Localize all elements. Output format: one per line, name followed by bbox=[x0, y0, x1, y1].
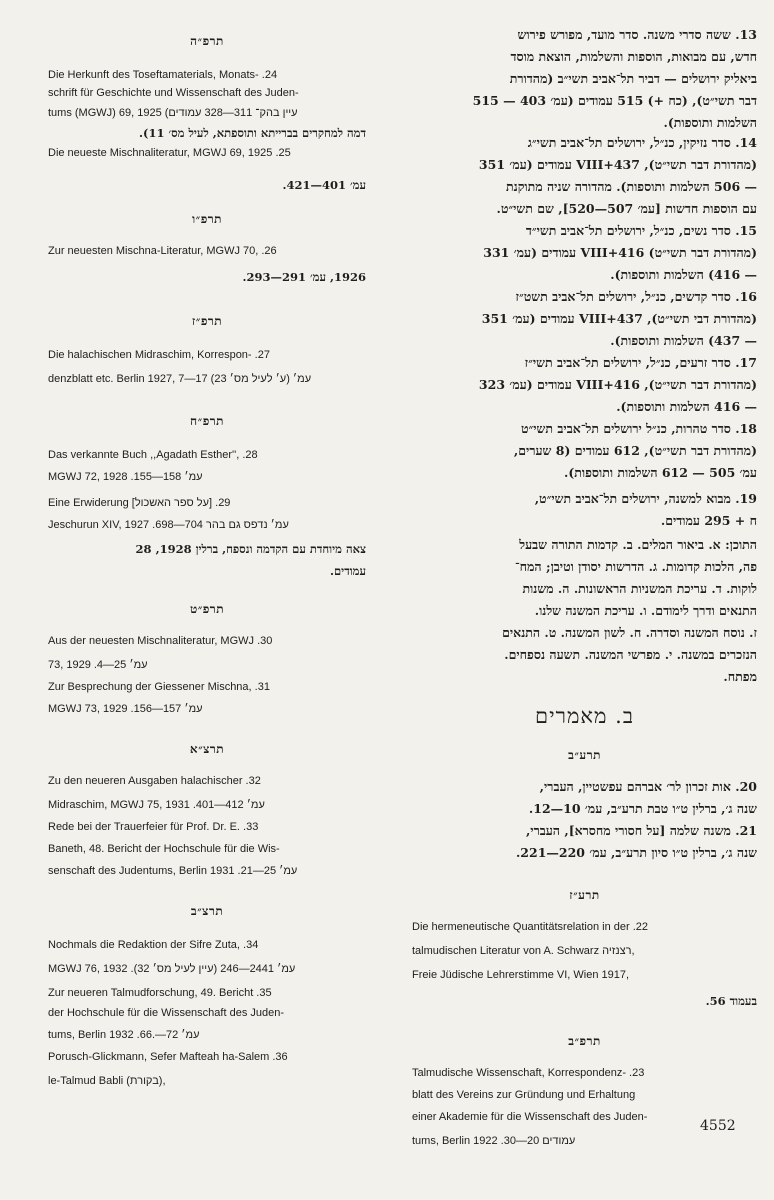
text-line: שנה ג׳, ברלין ט״ו טבת תרע״ב, עמ׳ 10—12. bbox=[528, 801, 757, 816]
year-heading: תרפ״ב bbox=[568, 1034, 601, 1048]
text-line: ח + 295 עמודים. bbox=[660, 513, 757, 528]
text-line: Midraschim, MGWJ 75, 1931 .401—412 עמ׳ bbox=[48, 799, 265, 811]
text-line: Talmudische Wissenschaft, Korrespondenz- .23 bbox=[412, 1067, 645, 1079]
text-line: MGWJ 72, 1928 .155—158 עמ׳ bbox=[48, 471, 203, 483]
year-heading: תרע״ז bbox=[569, 888, 600, 902]
text-line: 21. משנה שלמה [על חסורי מחסרא], העברי, bbox=[525, 823, 757, 838]
text-line: MGWJ 76, 1932 .עמ׳ 2441—246 (עיין לעיל מס׳ 32) bbox=[48, 963, 296, 975]
text-line: 20. אות זכרון לר׳ אברהם עפשטיין, העברי, bbox=[539, 779, 757, 794]
text-line: 73, 1929 .4—25 עמ׳ bbox=[48, 659, 148, 671]
text-line: השלמות ותוספות). bbox=[663, 115, 757, 130]
text-line: — 437) השלמות ותוספות). bbox=[610, 333, 757, 348]
text-line: Die Herkunft des Toseftamaterials, Monats- .24 bbox=[48, 69, 278, 81]
text-line: MGWJ 73, 1929 .156—157 עמ׳ bbox=[48, 703, 203, 715]
year-heading: תרפ״ז bbox=[191, 314, 223, 328]
text-line: einer Akademie für die Wissenschaft des Juden- bbox=[412, 1111, 648, 1123]
text-line: 16. סדר קדשים, כנ״ל, ירושלים תל־אביב תשט״ז bbox=[515, 289, 757, 304]
text-line: Die halachischen Midraschim, Korrespon- .27 bbox=[48, 349, 270, 361]
text-line: 18. סדר טהרות, כנ״ל ירושלים תל־אביב תשי״ט bbox=[520, 421, 757, 436]
text-line: Nochmals die Redaktion der Sifre Zuta, .34 bbox=[48, 939, 259, 951]
text-line: schrift für Geschichte und Wissenschaft des Juden- bbox=[48, 87, 299, 99]
text-line: התוכן: א. ביאור המלים. ב. קדמות התורה שבעל bbox=[519, 537, 757, 552]
text-line: הנזכרים במשנה. י. מפרשי המשנה. תשעה נספחים. bbox=[504, 647, 757, 662]
text-line: senschaft des Judentums, Berlin 1931 .21—25 עמ׳ bbox=[48, 865, 298, 877]
text-line: דמה למחקרים בברייתא ותוספתא, לעיל מס׳ 11). bbox=[138, 126, 366, 140]
year-heading: תרע״ב bbox=[568, 748, 601, 762]
text-line: צאה מיוחדת עם הקדמה ונספח, ברלין 1928, 28 bbox=[135, 542, 366, 556]
text-line: 17. סדר זרעים, כנ״ל, ירושלים תל־אביב תשי״ז bbox=[524, 355, 757, 370]
text-line: tums, Berlin 1932 .66.—72 עמ׳ bbox=[48, 1029, 200, 1041]
text-line: talmudischen Literatur von A. Schwarz רצנזיה, bbox=[412, 945, 635, 957]
text-line: Zur neuesten Mischna-Literatur, MGWJ 70, .26 bbox=[48, 245, 277, 257]
year-heading: תרצ״א bbox=[189, 742, 225, 756]
text-line: Rede bei der Trauerfeier für Prof. Dr. E. .33 bbox=[48, 821, 259, 833]
section-title: ב. מאמרים bbox=[535, 704, 634, 728]
text-line: 14. סדר נזיקין, כנ״ל, ירושלים תל־אביב תשי״ג bbox=[527, 135, 757, 150]
text-line: denzblatt etc. Berlin 1927, 7—17 עמ׳ (ע׳ לעיל מס׳ 23) bbox=[48, 373, 312, 385]
text-line: Zu den neueren Ausgaben halachischer .32 bbox=[48, 775, 261, 787]
text-line: Freie Jüdische Lehrerstimme VI, Wien 1917, bbox=[412, 969, 630, 981]
text-line: Aus der neuesten Mischnaliteratur, MGWJ .30 bbox=[48, 635, 273, 647]
text-line: עם הוספות חדשות [עמ׳ 507—520], שם תשי״ט. bbox=[496, 201, 757, 216]
text-line: 15. סדר נשים, כנ״ל, ירושלים תל־אביב תשי״ד bbox=[525, 223, 757, 238]
text-line: (מהדורת דבר תשי״ט), 612 עמודים (8 שערים, bbox=[513, 443, 757, 458]
text-line: le-Talmud Babli (בקורת), bbox=[48, 1075, 166, 1087]
text-line: Die hermeneutische Quantitätsrelation in der .22 bbox=[412, 921, 649, 933]
text-line: עמודים. bbox=[330, 564, 366, 578]
year-heading: תרפ״ו bbox=[192, 212, 222, 226]
text-line: Baneth, 48. Bericht der Hochschule für die Wis- bbox=[48, 843, 280, 855]
text-line: — 416) השלמות ותוספות). bbox=[610, 267, 757, 282]
year-heading: תרצ״ב bbox=[190, 904, 224, 918]
text-line: (מהדורת דבר תשי״ט), VIII+437 עמודים (עמ׳ 351 bbox=[478, 157, 757, 172]
text-line: מפתח. bbox=[723, 669, 757, 684]
text-line: בעמוד 56. bbox=[705, 994, 757, 1008]
text-line: (מהדורת דבר תשי״ט) VIII+416 עמודים (עמ׳ 331 bbox=[483, 245, 757, 260]
text-line: (מהדורת דבי תשי״ט), VIII+437 עמודים (עמ׳ 351 bbox=[481, 311, 757, 326]
text-line: Porusch-Glickmann, Sefer Mafteah ha-Salem .36 bbox=[48, 1051, 288, 1063]
text-line: blatt des Vereins zur Gründung und Erhaltung bbox=[412, 1089, 636, 1101]
text-line: (מהדורת דבר תשי״ט), VIII+416 עמודים (עמ׳ 323 bbox=[478, 377, 757, 392]
text-line: Eine Erwiderung [על ספר האשכול] .29 bbox=[48, 497, 231, 509]
text-line: der Hochschule für die Wissenschaft des Juden- bbox=[48, 1007, 285, 1019]
text-line: Das verkannte Buch ,,Agadath Esther'', .28 bbox=[48, 449, 258, 461]
text-line: tums, Berlin 1922 .עמודים 20—30 bbox=[412, 1135, 576, 1147]
text-line: 13. ששה סדרי משנה. סדר מועד, מפורש פירוש bbox=[517, 27, 757, 42]
text-line: Zur neueren Talmudforschung, 49. Bericht .35 bbox=[48, 987, 272, 999]
year-heading: תרפ״ח bbox=[190, 414, 224, 428]
text-line: Jeschurun XIV, 1927 .698—704 עמ׳ נדפס גם בהר bbox=[48, 519, 289, 531]
year-heading: תרפ״ה bbox=[190, 34, 224, 48]
text-line: — 506 השלמות ותוספות). מהדורה שניה מתוקנת bbox=[506, 179, 757, 194]
text-line: ז. נוסח המשנה וסדרה. ח. לשון המשנה. ט. התנאים bbox=[502, 625, 757, 640]
text-line: עמ׳ 505 — 612 השלמות ותוספות). bbox=[564, 465, 757, 480]
text-line: שנה ג׳, ברלין ט״ו סיון תרע״ב, עמ׳ 220—221. bbox=[515, 845, 757, 860]
text-line: חדש, עם מבואות, הוספות והשלמות, הוצאת מוסד bbox=[510, 49, 757, 64]
year-heading: תרפ״ט bbox=[189, 602, 225, 616]
text-line: Zur Besprechung der Giessener Mischna, .31 bbox=[48, 681, 270, 693]
text-line: דבר תשי״ט), (כח +) 515 עמודים (עמ׳ 403 — 515 bbox=[472, 93, 757, 108]
text-line: 1926, עמ׳ 291—293. bbox=[242, 270, 366, 284]
text-line: לוקות. ד. עריכת המשניות הראשונות. ה. משנות bbox=[522, 581, 757, 596]
page-number: 4552 bbox=[700, 1118, 736, 1134]
text-line: 19. מבוא למשנה, ירושלים תל־אביב תשי״ט, bbox=[534, 491, 757, 506]
text-line: ביאליק ירושלים — דביר תל־אביב תשי״ב (מהדורת bbox=[509, 71, 757, 86]
text-line: tums (MGWJ) 69, 1925 (עיין בהק־ 311—328 עמודים bbox=[48, 107, 298, 119]
text-line: — 416 השלמות ותוספות). bbox=[616, 399, 757, 414]
text-line: Die neueste Mischnaliteratur, MGWJ 69, 1925 .25 bbox=[48, 147, 291, 159]
text-line: התנאים ודרך לימודם. ו. עריכת המשנה שלנו. bbox=[534, 603, 757, 618]
text-line: עמ׳ 401—421. bbox=[282, 178, 366, 192]
text-line: פה, הלכות קדומות. ג. הדרשות יסודן וטיבן; המח־ bbox=[514, 559, 757, 574]
